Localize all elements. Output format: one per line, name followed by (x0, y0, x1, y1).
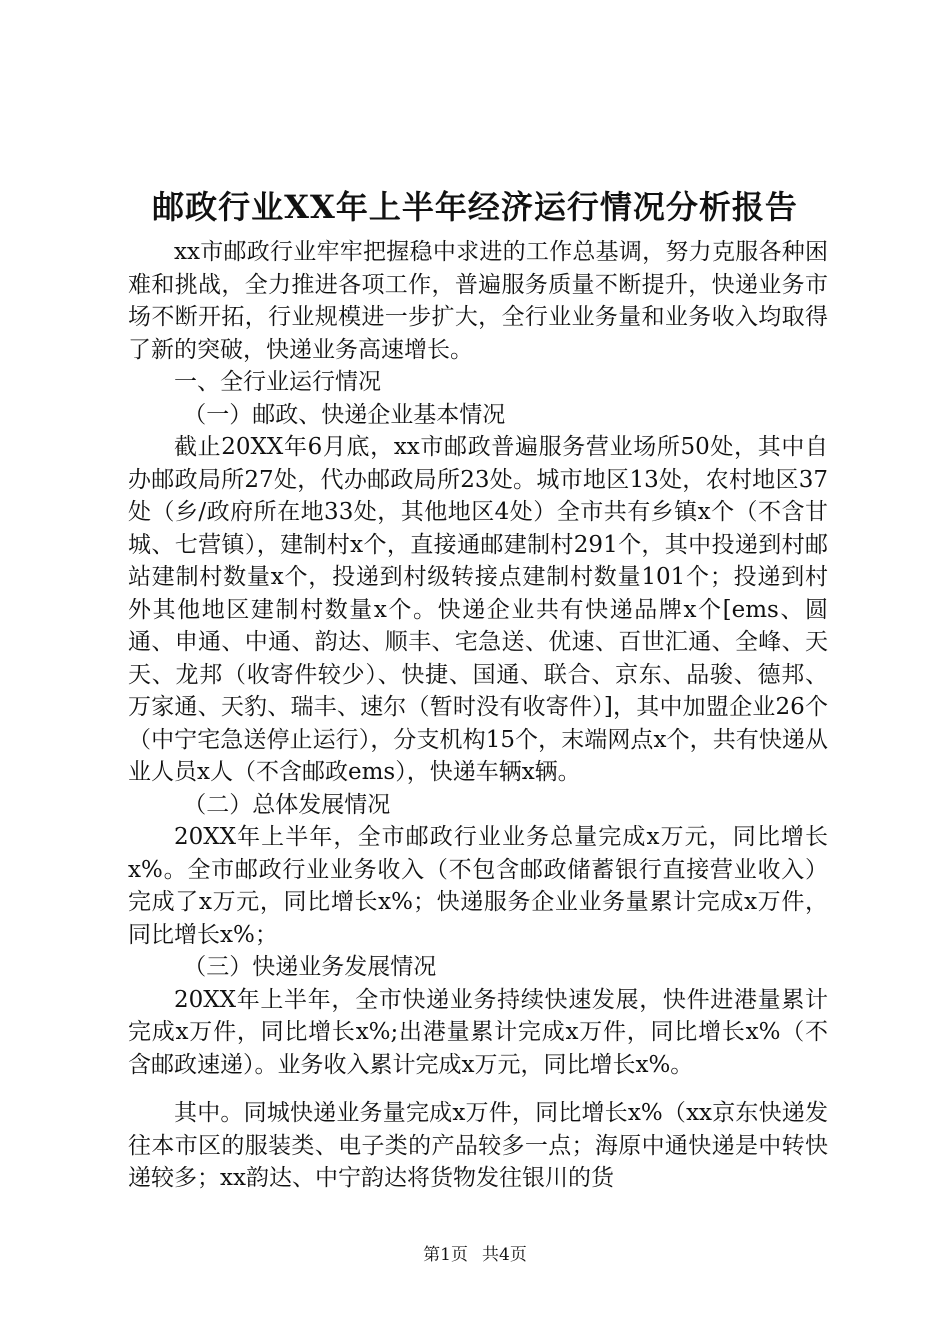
document-body (128, 236, 828, 1195)
body-paragraph: 其中。同城快递业务量完成x万件，同比增长x%（xx京东快递发往本市区的服装类、电子类的产品较多一点；海原中通快递是中转快递较多；xx韵达、中宁韵达将货物发往银川的货 (128, 1100, 828, 1191)
body-paragraph: 20XX年上半年，全市邮政行业业务总量完成x万元，同比增长x%。全市邮政行业业务收入（不包含邮政储蓄银行直接营业收入）完成了x万元，同比增长x%；快递服务企业业务量累计完成x万件，同比增长x%； (128, 824, 828, 948)
body-paragraph: 截止20XX年6月底，xx市邮政普遍服务营业场所50处，其中自办邮政局所27处，代办邮政局所23处。城市地区13处，农村地区37处（乡/政府所在地33处，其他地区4处）全市共有乡镇x个（不含甘城、七营镇），建制村x个，直接通邮建制村291个，其中投递到村邮站建制村数量x个，投递到村级转接点建制村数量101个；投递到村外其他地区建制村数量x个。快递企业共有快递品牌x个[ems、圆通、申通、中通、韵达、顺丰、宅急送、优速、百世汇通、全峰、天天、龙邦（收寄件较少）、快捷、国通、联合、京东、品骏、德邦、万家通、天豹、瑞丰、速尔（暂时没有收寄件）]，其中加盟企业26个（中宁宅急送停止运行），分支机构15个，末端网点x个，共有快递从业人员x人（不含邮政ems），快递车辆x辆。 (128, 434, 828, 785)
document-title: 邮政行业XX年上半年经济运行情况分析报告 (152, 188, 798, 226)
page-number: 第1页 (423, 1245, 468, 1265)
page-total: 共4页 (482, 1245, 527, 1265)
section-heading: 一、全行业运行情况 (174, 369, 381, 395)
page-footer (0, 1244, 950, 1266)
subsection-heading: （三）快递业务发展情况 (183, 954, 437, 980)
body-paragraph: 20XX年上半年，全市快递业务持续快速发展，快件进港量累计完成x万件，同比增长x%;出港量累计完成x万件，同比增长x%（不含邮政速递）。业务收入累计完成x万元，同比增长x%。 (128, 986, 828, 1078)
intro-paragraph: xx市邮政行业牢牢把握稳中求进的工作总基调，努力克服各种困难和挑战，全力推进各项工作，普遍服务质量不断提升，快递业务市场不断开拓，行业规模进一步扩大，全行业业务量和业务收入均取得了新的突破，快递业务高速增长。 (128, 239, 828, 363)
subsection-heading: （二）总体发展情况 (183, 791, 391, 818)
subsection-heading: （一）邮政、快递企业基本情况 (183, 401, 506, 428)
